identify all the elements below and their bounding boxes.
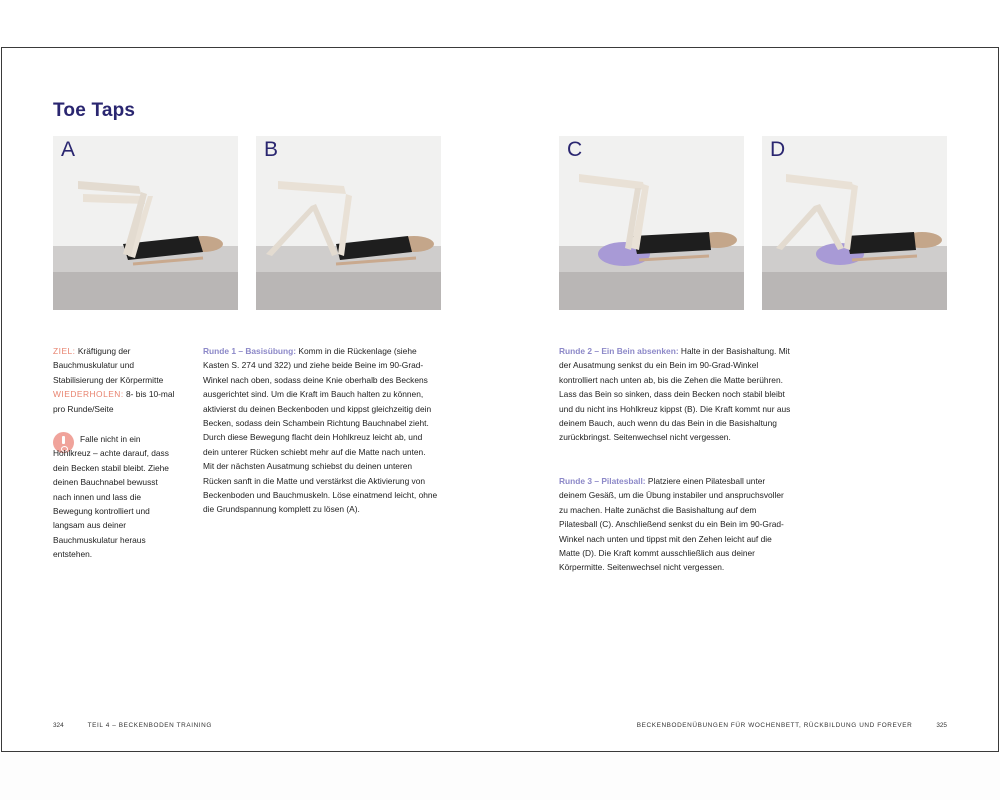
running-title-left: TEIL 4 – BECKENBODEN TRAINING [87, 722, 212, 729]
round-1-paragraph [203, 344, 439, 517]
warning-text: Falle nicht in ein Hohlkreuz – achte darauf, dass dein Becken stabil bleibt. Ziehe deinen Bauchnabel bewusst nach innen und lass die Bewegung kontrolliert und langsam aus deiner Bauchmuskulatur heraus entstehen. [53, 434, 169, 560]
round-3-text: Platziere einen Pilatesball unter deinem Gesäß, um die Übung instabiler und anspruchsvoller zu machen. Halte zunächst die Basishaltung auf dem Pilatesball (C). Anschließend senkst du ein Bein im 90-Grad-Winkel nach unten und tippst mit den Zehen leicht auf die Matte (D). Die Kraft kommt ausschließlich aus deiner Körpermitte. Seitenwechsel nicht vergessen. [559, 476, 784, 573]
photo-b [256, 136, 441, 310]
goal-text: Kräftigung der Bauchmuskulatur und Stabilisierung der Körpermitte [53, 346, 164, 385]
exercise-illustration-c [559, 136, 744, 310]
photo-c [559, 136, 744, 310]
photo-letter-a: A [61, 138, 76, 161]
round-1-text: Komm in die Rückenlage (siehe Kasten S. 274 und 322) und ziehe beide Beine im 90-Grad-Winkel nach oben, sodass deine Knie oberhalb des Beckens ausgerichtet sind. Um die Kraft im Bauch halten zu können, aktivierst du deinen Beckenboden und kippst gleichzeitig dein Becken, sodass dein Schambein Richtung Bauchnabel zieht. Durch diese Bewegung flacht dein Hohlkreuz leicht ab, und dein unterer Rücken schiebt mehr auf die Matte nach unten. Mit der nächsten Ausatmung schiebst du deinen unteren Rücken sanft in die Matte und verstärkst die Aktivierung von Beckenboden und Bauchmuskeln. Löse einatmend leicht, ohne die Grundspannung komplett zu lösen (A). [203, 346, 438, 515]
warning-tip [53, 432, 173, 562]
exercise-illustration-b [256, 136, 441, 310]
photo-letter-b: B [264, 138, 279, 161]
repetitions-label: WIEDERHOLEN: [53, 389, 124, 400]
goal-label: ZIEL: [53, 346, 76, 356]
footer-right [637, 722, 947, 729]
round-2-paragraph [559, 344, 795, 445]
goal-box [53, 344, 177, 416]
round-3-heading: Runde 3 – Pilatesball: [559, 476, 646, 486]
exercise-illustration-a [53, 136, 238, 310]
round-2-text: Halte in der Basishaltung. Mit der Ausatmung senkst du ein Bein im 90-Grad-Winkel kontrolliert nach unten ab, bis die Zehen die Matte berühren. Lass das Bein so sinken, dass dein Becken noch stabil bleibt und du nicht ins Hohlkreuz kippst (B). Die Kraft kommt nur aus deinem Bauch, auch wenn du das Bein in die Basishaltung zurückbringst. Seitenwechsel nicht vergessen. [559, 346, 791, 443]
page-number-right: 325 [936, 722, 947, 729]
footer-left [53, 722, 212, 729]
photo-letter-d: D [770, 138, 786, 161]
page-bottom-margin [0, 752, 1000, 800]
photo-a [53, 136, 238, 310]
photo-letter-c: C [567, 138, 583, 161]
exercise-title: Toe Taps [53, 100, 136, 121]
round-2-heading: Runde 2 – Ein Bein absenken: [559, 346, 679, 356]
page-number-left: 324 [53, 722, 64, 729]
photo-d [762, 136, 947, 310]
repetitions-text: 8- bis 10-mal pro Runde/Seite [53, 389, 175, 414]
running-title-right: BECKENBODENÜBUNGEN FÜR WOCHENBETT, RÜCKBILDUNG UND FOREVER [636, 722, 913, 729]
round-1-heading: Runde 1 – Basisübung: [203, 346, 297, 356]
round-3-paragraph [559, 474, 795, 575]
exercise-illustration-d [762, 136, 947, 310]
